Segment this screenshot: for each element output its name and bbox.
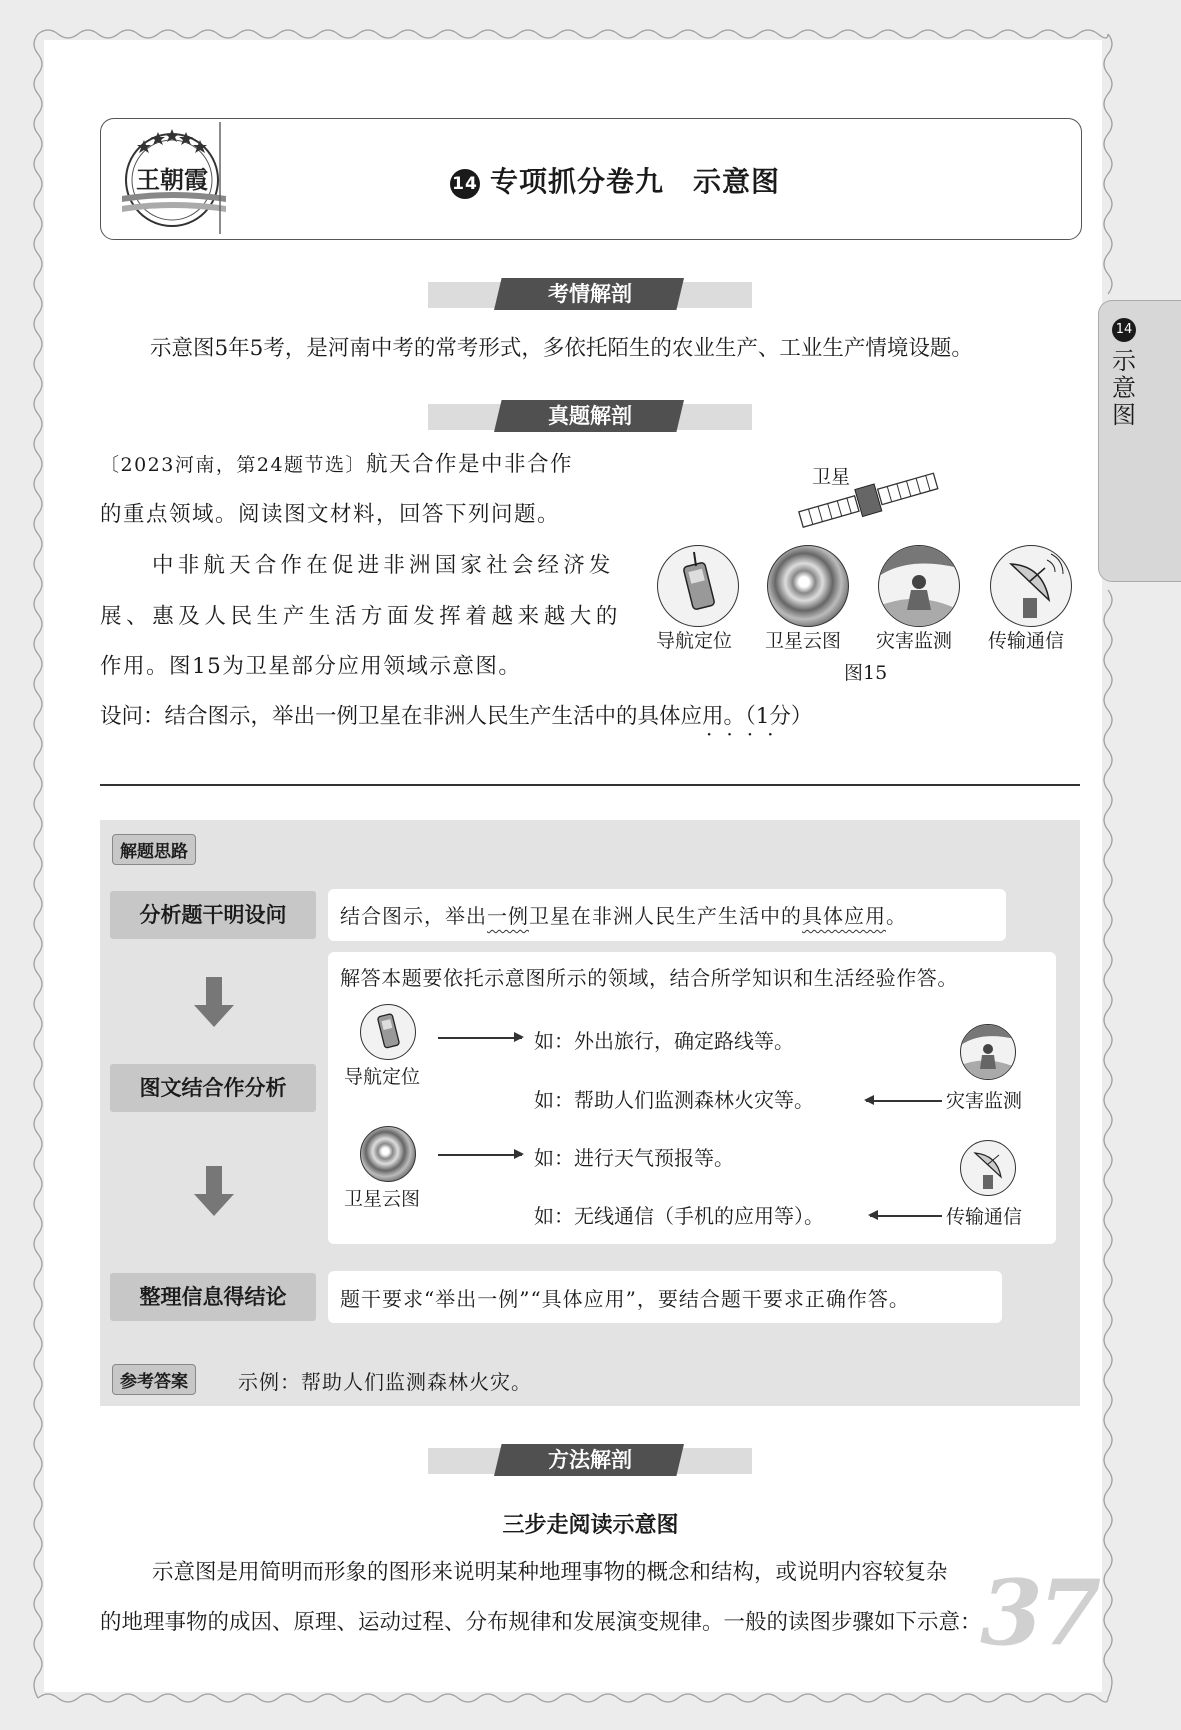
figure-label-nav: 导航定位 xyxy=(656,630,733,652)
question-source: 〔2023河南，第24题节选〕 xyxy=(100,454,367,476)
satellite-label: 卫星 xyxy=(812,466,851,488)
method-paragraph-line-1: 示意图是用简明而形象的图形来说明某种地理事物的概念和结构，或说明内容较复杂 xyxy=(152,1560,948,1585)
step2-label: 图文结合作分析 xyxy=(110,1064,316,1112)
section-title-kaoqing: 考情解剖 xyxy=(548,282,632,306)
step1-label: 分析题干明设问 xyxy=(110,891,316,939)
section-banner-fangfa xyxy=(428,1444,752,1476)
step2-disaster-label: 灾害监测 xyxy=(946,1090,1023,1112)
section-banner-zhenti xyxy=(428,400,752,432)
step2-cloud-label: 卫星云图 xyxy=(344,1188,421,1210)
question-line-4: 展、惠及人民生产生活方面发挥着越来越大的 xyxy=(100,604,623,629)
step2-cloud-icon xyxy=(360,1126,416,1182)
side-tab-label: 示意图 xyxy=(1112,347,1136,429)
step2-comm-label: 传输通信 xyxy=(946,1206,1023,1228)
kaoqing-paragraph: 示意图5年5考，是河南中考的常考形式，多依托陌生的农业生产、工业生产情境设题。 xyxy=(150,336,973,361)
arrow-down-icon xyxy=(194,977,234,1027)
step2-nav-icon xyxy=(360,1004,416,1060)
arrow-left-comm xyxy=(870,1215,942,1217)
answer-tag: 参考答案 xyxy=(112,1364,196,1395)
step2-comm-text: 如：无线通信（手机的应用等）。 xyxy=(534,1204,824,1228)
title-number-badge: 14 xyxy=(450,169,480,199)
figure-label-comm: 传输通信 xyxy=(988,630,1065,652)
question-line-2: 的重点领域。阅读图文材料，回答下列问题。 xyxy=(100,502,561,527)
section-title-zhenti: 真题解剖 xyxy=(548,404,632,428)
answer-text: 示例：帮助人们监测森林火灾。 xyxy=(238,1370,532,1394)
step3-label: 整理信息得结论 xyxy=(110,1273,316,1321)
page-title xyxy=(450,160,780,200)
title-text: 专项抓分卷九 示意图 xyxy=(490,165,781,198)
arrow-left-disaster xyxy=(866,1100,942,1102)
question-ask: 设问：结合图示，举出一例卫星在非洲人民生产生活中的具体应用。（1分） xyxy=(100,704,813,729)
analysis-title-tag: 解题思路 xyxy=(112,834,196,865)
cloud-image-icon xyxy=(767,545,849,627)
figure-caption: 图15 xyxy=(844,662,888,684)
method-paragraph-line-2: 的地理事物的成因、原理、运动过程、分布规律和发展演变规律。一般的读图步骤如下示意： xyxy=(100,1610,982,1635)
question-line-1-text: 航天合作是中非合作 xyxy=(366,452,574,477)
section-banner-kaoqing xyxy=(428,278,752,310)
step2-nav-text: 如：外出旅行，确定路线等。 xyxy=(534,1029,794,1053)
transmission-dish-icon xyxy=(990,545,1072,627)
disaster-monitor-icon xyxy=(878,545,960,627)
step3-content: 题干要求“举出一例”“具体应用”，要结合题干要求正确作答。 xyxy=(340,1287,910,1311)
publisher-logo xyxy=(114,122,234,234)
question-line-5: 作用。图15为卫星部分应用领域示意图。 xyxy=(100,654,522,679)
figure-label-cloud: 卫星云图 xyxy=(765,630,842,652)
arrow-down-icon xyxy=(194,1166,234,1216)
svg-text:王朝霞: 王朝霞 xyxy=(136,165,208,194)
arrow-right-nav xyxy=(438,1037,522,1039)
step2-comm-icon xyxy=(960,1140,1016,1196)
navigation-device-icon xyxy=(657,545,739,627)
arrow-right-cloud xyxy=(438,1154,522,1156)
emphasis-dots: ···· xyxy=(706,722,788,746)
separator-line xyxy=(100,784,1080,786)
step2-disaster-text: 如：帮助人们监测森林火灾等。 xyxy=(534,1088,814,1112)
step2-disaster-icon xyxy=(960,1024,1016,1080)
step2-intro: 解答本题要依托示意图所示的领域，结合所学知识和生活经验作答。 xyxy=(340,966,958,990)
step2-cloud-text: 如：进行天气预报等。 xyxy=(534,1146,734,1170)
method-subheading: 三步走阅读示意图 xyxy=(502,1513,679,1538)
satellite-icon xyxy=(794,466,944,532)
question-line-3: 中非航天合作在促进非洲国家社会经济发 xyxy=(152,553,615,578)
figure-label-disaster: 灾害监测 xyxy=(876,630,953,652)
step2-nav-label: 导航定位 xyxy=(344,1066,421,1088)
page-number: 37 xyxy=(980,1560,1098,1666)
step1-content: 结合图示，举出一例卫星在非洲人民生产生活中的具体应用。 xyxy=(340,904,907,928)
section-title-fangfa: 方法解剖 xyxy=(548,1448,632,1472)
side-tab-number: 14 xyxy=(1112,318,1136,342)
question-line-1 xyxy=(100,450,573,480)
side-tab[interactable] xyxy=(1098,300,1181,582)
